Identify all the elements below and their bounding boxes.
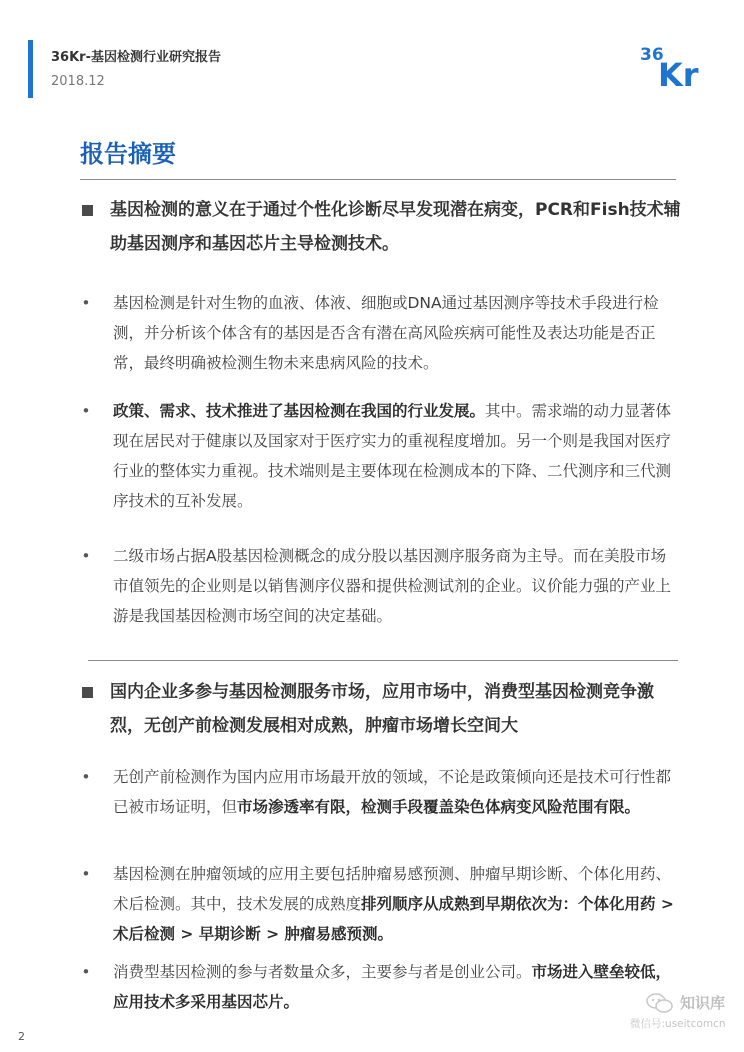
bullet-dot-icon: • [81, 294, 91, 312]
divider [80, 179, 676, 180]
logo-text-36: 36 [640, 45, 664, 65]
bullet-bold-text: 政策、需求、技术推进了基因检测在我国的行业发展。 [113, 402, 486, 420]
bullet-dot-icon: • [81, 547, 91, 565]
logo-text-kr: Kr [658, 56, 699, 88]
block1-heading: 基因检测的意义在于通过个性化诊断尽早发现潜在病变，PCR和Fish技术辅助基因测序和基因芯片主导检测技术。 [82, 193, 682, 261]
bullet-dot-icon: • [81, 963, 91, 981]
bullet-text: 消费型基因检测的参与者数量众多，主要参与者是创业公司。 [113, 963, 532, 981]
bullet-text: 基因检测是针对生物的血液、体液、细胞或DNA通过基因测序等技术手段进行检测，并分析该个体含有的基因是否含有潜在高风险疾病可能性及表达功能是否正常，最终明确被检测生物未来患病风险的技术。 [113, 294, 659, 372]
block2-bullet-3 [80, 957, 676, 1017]
bullet-text: 其中。需求端的动力显著体现在居民对于健康以及国家对于医疗实力的重视程度增加。另一个则是我国对医疗行业的整体实力重视。技术端则是主要体现在检测成本的下降、二代测序和三代测序技术的互补发展。 [113, 402, 672, 510]
watermark-name: 知识库 [680, 994, 726, 1012]
block1-bullet-1 [80, 288, 676, 378]
block2-bullet-1 [80, 762, 676, 822]
bullet-bold-text: 排列顺序从成熟到早期依次为：个体化用药 > 术后检测 > 早期诊断 > 肿瘤易感预测。 [113, 895, 674, 943]
block1-bullet-2 [80, 396, 676, 516]
square-bullet-icon [82, 687, 93, 698]
36kr-logo [636, 40, 720, 88]
bullet-text: 二级市场占据A股基因检测概念的成分股以基因测序服务商为主导。而在美股市场市值领先的企业则是以销售测序仪器和提供检测试剂的企业。议价能力强的产业上游是我国基因检测市场空间的决定基础。 [113, 547, 672, 625]
wechat-icon [646, 992, 674, 1014]
bullet-text: 基因检测在肿瘤领域的应用主要包括肿瘤易感预测、肿瘤早期诊断、个体化用药、术后检测。其中，技术发展的成熟度 [113, 865, 672, 913]
report-date: 2018.12 [51, 74, 105, 89]
watermark-id: 微信号:useitcomcn [630, 1018, 726, 1030]
report-name: 36Kr-基因检测行业研究报告 [51, 50, 221, 65]
bullet-bold-text: 市场进入壁垒较低，应用技术多采用基因芯片。 [113, 963, 672, 1011]
bullet-dot-icon: • [81, 865, 91, 883]
square-bullet-icon [82, 205, 93, 216]
page-number: 2 [18, 1030, 25, 1043]
bullet-text: 无创产前检测作为国内应用市场最开放的领域，不论是政策倾向还是技术可行性都已被市场证明，但 [113, 768, 672, 816]
block2-heading: 国内企业多参与基因检测服务市场，应用市场中，消费型基因检测竞争激烈，无创产前检测发展相对成熟，肿瘤市场增长空间大 [82, 675, 682, 743]
block2-bullet-2 [80, 859, 676, 949]
header-accent-bar [28, 40, 33, 98]
bullet-dot-icon: • [81, 402, 91, 420]
bullet-dot-icon: • [81, 768, 91, 786]
divider [88, 660, 678, 661]
section-title: 报告摘要 [80, 140, 176, 168]
block1-bullet-3 [80, 541, 676, 631]
bullet-bold-text: 市场渗透率有限，检测手段覆盖染色体病变风险范围有限。 [237, 798, 641, 816]
